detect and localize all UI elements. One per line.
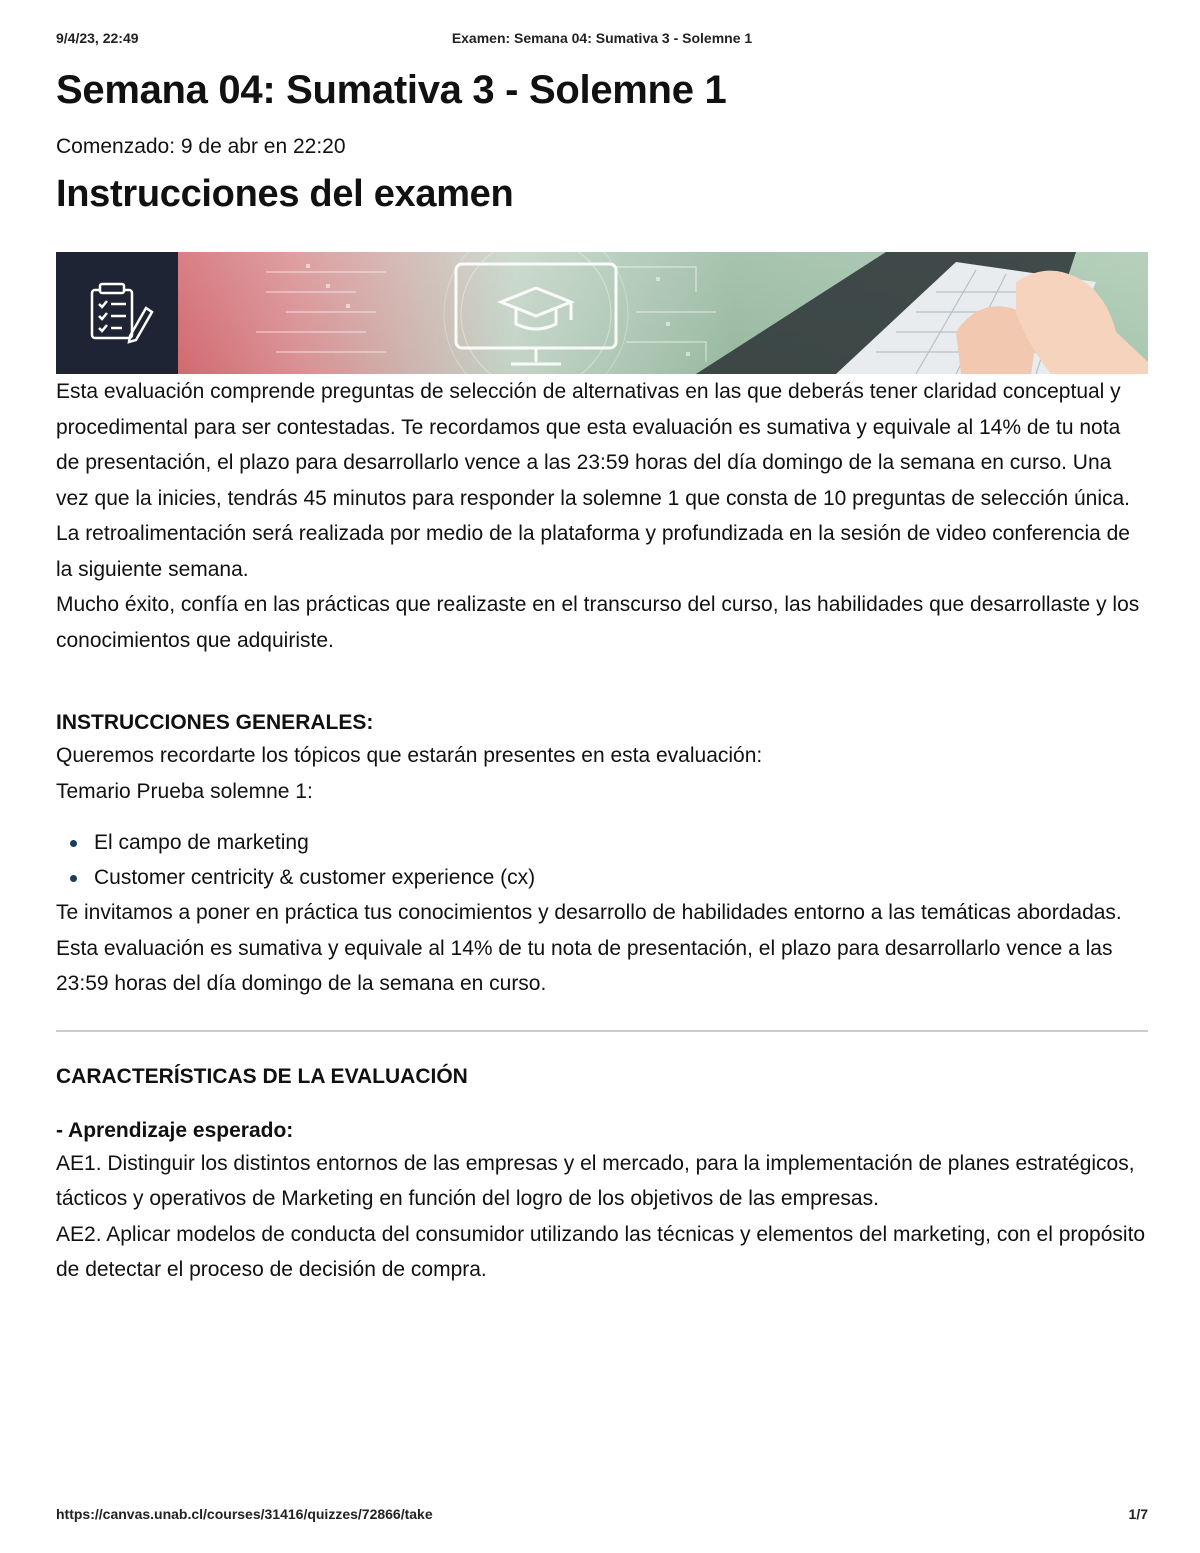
intro-paragraph: Esta evaluación comprende preguntas de selección de alternativas en las que deberás tener claridad conceptual y procedimental para ser contestadas. Te recordamos que esta evaluación es sumativa y equivale al 14% de tu nota de presentación, el plazo para desarrollarlo vence a las 23:59 horas del día domingo de la semana en curso. Una vez que la inicies, tendrás 45 minutos para responder la solemne 1 que consta de 10 preguntas de selección única. La retroalimentación será realizada por medio de la plataforma y profundizada en la sesión de video conferencia de la siguiente semana. — [56, 380, 1131, 581]
characteristics-heading: CARACTERÍSTICAS DE LA EVALUACIÓN — [56, 1064, 468, 1088]
instructions-heading: Instrucciones del examen — [56, 173, 514, 215]
summative-paragraph: Esta evaluación es sumativa y equivale al 14% de tu nota de presentación, el plazo para desarrollarlo vence a las 23:59 horas del día domingo de la semana en curso. — [56, 936, 1113, 995]
quiz-title: Semana 04: Sumativa 3 - Solemne 1 — [56, 68, 727, 112]
topic-label: Customer centricity & customer experience (cx) — [94, 866, 536, 889]
intro-closing: Mucho éxito, confía en las prácticas que realizaste en el transcurso del curso, las habilidades que desarrollaste y los conocimientos que adquiriste. — [56, 593, 1140, 652]
learning-outcome-heading: - Aprendizaje esperado: — [56, 1118, 294, 1142]
ae1-paragraph: AE1. Distinguir los distintos entornos de las empresas y el mercado, para la implementación de planes estratégicos, tácticos y operativos de Marketing en función del logro de los objetivos de las empresas. — [56, 1151, 1135, 1210]
page-url: https://canvas.unab.cl/courses/31416/quizzes/72866/take — [56, 1506, 433, 1522]
print-date: 9/4/23, 22:49 — [56, 30, 139, 46]
section-divider — [56, 1030, 1148, 1032]
syllabus-label: Temario Prueba solemne 1: — [56, 779, 313, 803]
print-header — [56, 30, 1148, 50]
bullet-icon — [70, 840, 77, 847]
exam-banner-image — [56, 252, 1148, 374]
topics-intro: Queremos recordarte los tópicos que estarán presentes en esta evaluación: — [56, 744, 763, 767]
print-page-title: Examen: Semana 04: Sumativa 3 - Solemne 1 — [451, 30, 753, 46]
topics-list — [56, 825, 1148, 895]
ae2-paragraph: AE2. Aplicar modelos de conducta del consumidor utilizando las técnicas y elementos del marketing, con el propósito de detectar el proceso de decisión de compra. — [56, 1222, 1146, 1281]
list-item — [94, 860, 1148, 895]
invite-paragraph: Te invitamos a poner en práctica tus conocimientos y desarrollo de habilidades entorno a las temáticas abordadas. — [56, 901, 1122, 924]
bullet-icon — [70, 875, 77, 882]
page-number: 1/7 — [1128, 1506, 1148, 1522]
started-timestamp: Comenzado: 9 de abr en 22:20 — [56, 135, 346, 158]
general-instructions-heading: INSTRUCCIONES GENERALES: — [56, 711, 374, 734]
quiz-content — [56, 62, 1148, 1288]
list-item — [94, 825, 1148, 860]
print-footer — [56, 1506, 1148, 1526]
topic-label: El campo de marketing — [94, 831, 309, 854]
